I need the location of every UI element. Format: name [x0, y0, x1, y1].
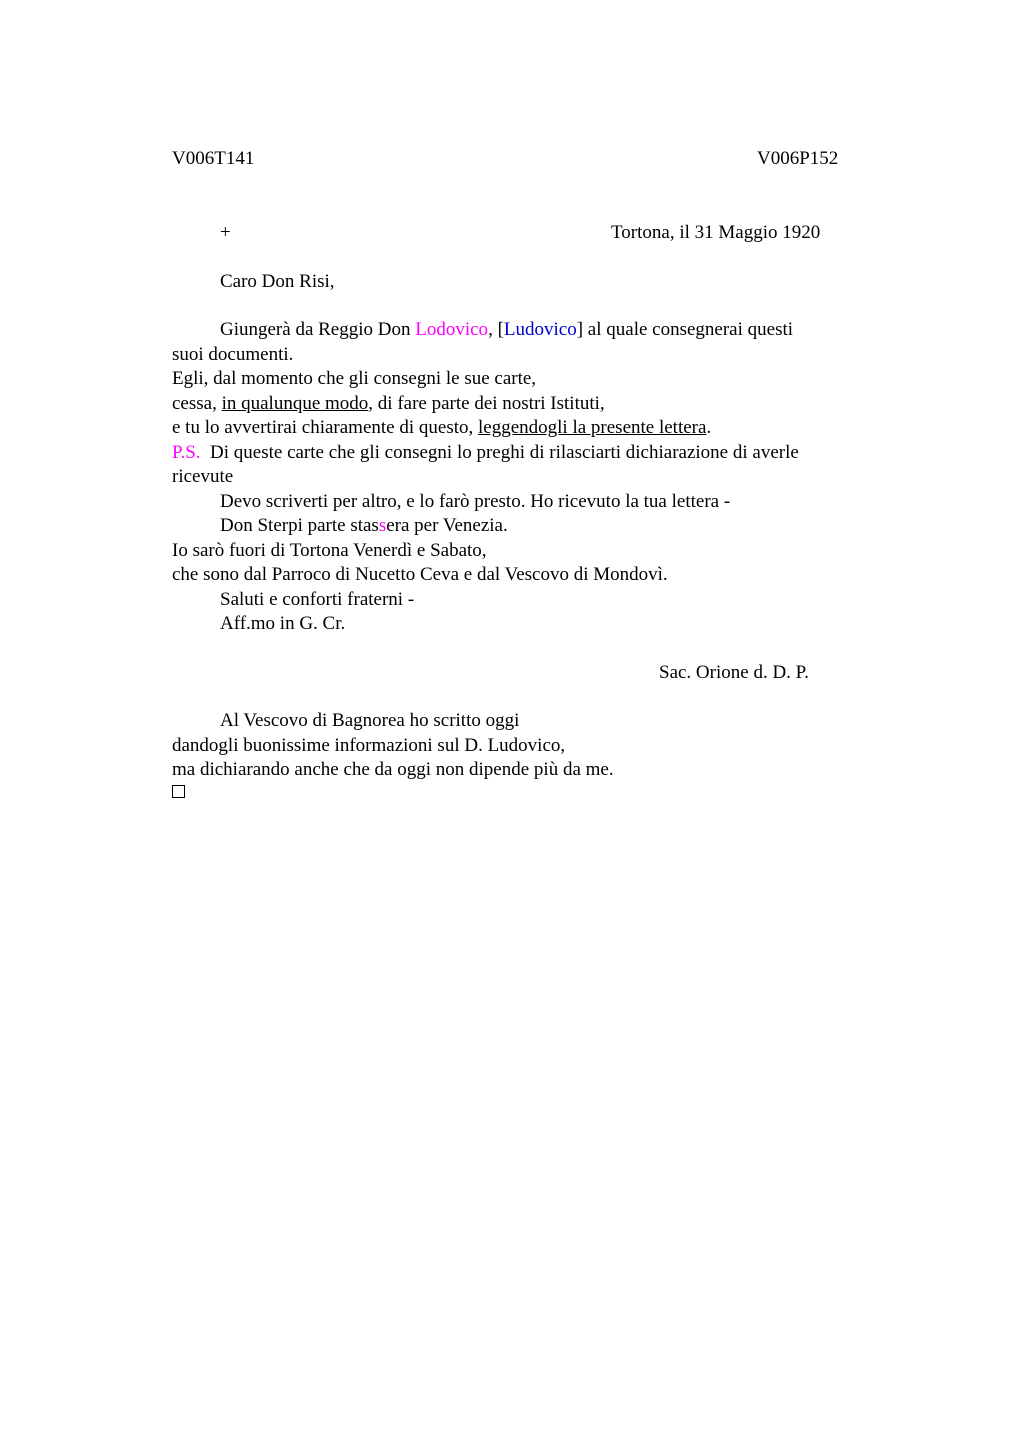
text: cessa, [172, 393, 222, 414]
text: e tu lo avvertirai chiaramente di questo, [172, 417, 478, 438]
closing-line: Saluti e conforti fraterni - [220, 589, 415, 610]
text: Don Sterpi parte stas [220, 515, 379, 536]
paragraph-line: Egli, dal momento che gli consegni le sue carte, [172, 368, 537, 389]
place-date: Tortona, il 31 Maggio 1920 [611, 222, 821, 243]
text: era per Venezia. [386, 515, 508, 536]
postscript-line: ma dichiarando anche che da oggi non dipende più da me. [172, 759, 614, 780]
greeting: Caro Don Risi, [220, 271, 335, 292]
paragraph-line [220, 320, 793, 339]
paragraph-line: suoi documenti. [172, 344, 294, 365]
name-original: Lodovico [415, 319, 489, 340]
cross-mark: + [220, 222, 231, 243]
text: Giungerà da Reggio Don [220, 319, 416, 340]
paragraph-line [172, 418, 711, 437]
signature: Sac. Orione d. D. P. [659, 662, 809, 683]
name-corrected: Ludovico [503, 319, 577, 340]
paragraph-line: Devo scriverti per altro, e lo farò presto. Ho ricevuto la tua lettera - [220, 491, 731, 512]
text: . [706, 417, 712, 438]
paragraph-line: Io sarò fuori di Tortona Venerdì e Sabato, [172, 540, 487, 561]
text: ] al quale consegnerai questi [576, 319, 794, 340]
text: , di fare parte dei nostri Istituti, [368, 393, 605, 414]
paragraph-line: ricevute [172, 466, 234, 487]
empty-square-icon [172, 785, 185, 798]
paragraph-line [220, 516, 508, 535]
text: , [ [488, 319, 504, 340]
underlined-text: leggendogli la presente lettera [478, 417, 707, 438]
archive-code-right: V006P152 [757, 148, 839, 169]
ps-label: P.S. [172, 442, 201, 463]
postscript-line: Al Vescovo di Bagnorea ho scritto oggi [220, 710, 520, 731]
underlined-text: in qualunque modo [221, 393, 369, 414]
text: Di queste carte che gli consegni lo preghi di rilasciarti dichiarazione di averle [210, 442, 799, 463]
paragraph-line: che sono dal Parroco di Nucetto Ceva e dal Vescovo di Mondovì. [172, 564, 668, 585]
postscript-line [172, 443, 799, 462]
archive-code-left: V006T141 [172, 148, 255, 169]
paragraph-line [172, 394, 605, 413]
postscript-line: dandogli buonissime informazioni sul D. Ludovico, [172, 735, 566, 756]
closing-line: Aff.mo in G. Cr. [220, 613, 346, 634]
highlighted-letter: s [378, 515, 387, 536]
